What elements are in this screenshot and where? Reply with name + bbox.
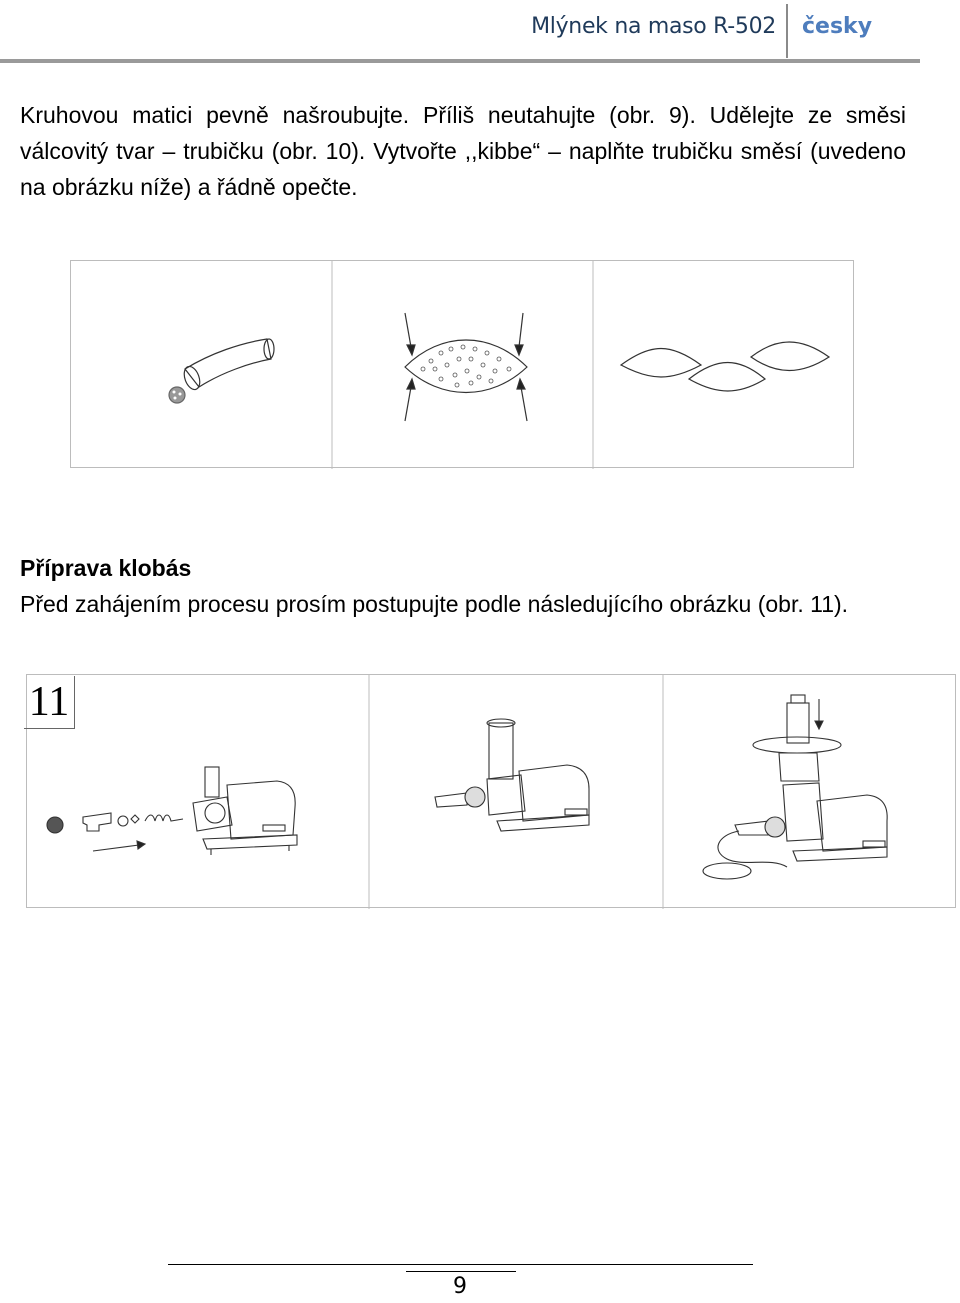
grinder-sausage-icon (703, 695, 887, 879)
footer-rule-short (406, 1271, 516, 1272)
header-rule (0, 59, 920, 63)
meat-tube-icon (169, 339, 274, 403)
figure-11-strip (26, 674, 956, 908)
figure-number: 11 (24, 676, 75, 729)
footer-rule (168, 1264, 753, 1265)
section-title: Příprava klobás (20, 555, 192, 581)
document-title: Mlýnek na maso R-502 (531, 14, 776, 39)
kibbe-figure-strip (70, 260, 854, 468)
grinder-parts-icon (47, 767, 297, 855)
language-label: česky (802, 14, 873, 39)
header-divider (786, 4, 788, 58)
kibbe-shapes-icon (621, 342, 829, 391)
grinder-assembled-icon (435, 719, 589, 831)
intro-paragraph: Kruhovou matici pevně našroubujte. Příliš neutahujte (obr. 9). Udělejte ze směsi válcovitý tvar – trubičku (obr. 10). Vytvořte ,,kibbe“ – naplňte trubičku směsí (uvedeno na obrázku níže) a řádně opečte. (20, 102, 906, 200)
section-text: Před zahájením procesu prosím postupujte podle následujícího obrázku (obr. 11). (20, 591, 849, 617)
page-number: 9 (453, 1274, 467, 1299)
kibbe-shaping-icon (405, 313, 527, 421)
